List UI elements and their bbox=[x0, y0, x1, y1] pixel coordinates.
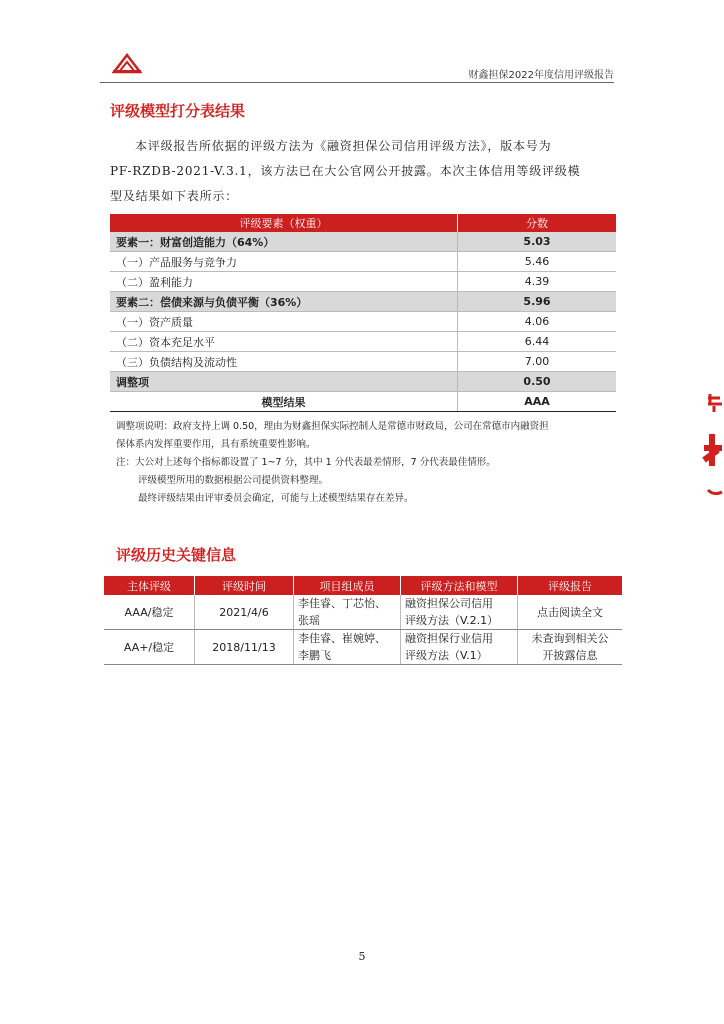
section-heading-rating-history: 评级历史关键信息 bbox=[116, 546, 237, 564]
footnote-2: 评级模型所用的数据根据公司提供资料整理。 bbox=[138, 475, 329, 486]
factor-label: （二）盈利能力 bbox=[110, 272, 458, 292]
factor-score: 5.96 bbox=[458, 292, 617, 312]
factor-score: 4.06 bbox=[458, 312, 617, 332]
adjustment-note-line-2: 保体系内发挥重要作用，具有系统重要性影响。 bbox=[116, 439, 316, 450]
table-row bbox=[104, 630, 622, 665]
table-notes bbox=[116, 418, 616, 508]
history-rating: AAA/稳定 bbox=[104, 595, 195, 630]
members-line-2: 张瑶 bbox=[298, 614, 320, 627]
members-line-1: 李佳睿、崔婉婷、 bbox=[298, 632, 386, 645]
report-line-1: 未查询到相关公 bbox=[531, 632, 609, 645]
history-report bbox=[518, 630, 623, 665]
score-table bbox=[110, 214, 616, 412]
factor-score: 6.44 bbox=[458, 332, 617, 352]
model-result-score: AAA bbox=[458, 392, 617, 412]
members-line-1: 李佳睿、丁芯怡、 bbox=[298, 597, 386, 610]
table-row bbox=[110, 292, 616, 312]
table-row bbox=[110, 312, 616, 332]
factor-label: （二）资本充足水平 bbox=[110, 332, 458, 352]
header-divider bbox=[100, 82, 614, 83]
history-method bbox=[401, 595, 518, 630]
table-row bbox=[110, 272, 616, 292]
history-rating: AA+/稳定 bbox=[104, 630, 195, 665]
factor-score: 0.50 bbox=[458, 372, 617, 392]
members-line-2: 李鹏飞 bbox=[298, 649, 331, 662]
table-row bbox=[104, 595, 622, 630]
factor-score: 5.03 bbox=[458, 232, 617, 252]
intro-line-1: 本评级报告所依据的评级方法为《融资担保公司信用评级方法》，版本号为 bbox=[135, 139, 552, 153]
factor-label: 要素二：偿债来源与负债平衡（36%） bbox=[110, 292, 458, 312]
factor-score: 4.39 bbox=[458, 272, 617, 292]
col-header-report: 评级报告 bbox=[518, 576, 623, 595]
footnote-1: 注：大公对上述每个指标都设置了 1~7 分，其中 1 分代表最差情形，7 分代表最佳情形。 bbox=[116, 457, 496, 468]
history-date: 2021/4/6 bbox=[195, 595, 294, 630]
factor-score: 7.00 bbox=[458, 352, 617, 372]
intro-paragraph bbox=[110, 134, 616, 209]
red-seal-stamp bbox=[700, 390, 724, 510]
score-table-header bbox=[110, 214, 616, 232]
history-members bbox=[294, 595, 401, 630]
report-line-2: 开披露信息 bbox=[542, 649, 598, 662]
factor-label: （一）资产质量 bbox=[110, 312, 458, 332]
col-header-score: 分数 bbox=[458, 214, 617, 232]
method-line-2: 评级方法（V.1） bbox=[405, 649, 488, 662]
footnote-3: 最终评级结果由评审委员会确定，可能与上述模型结果存在差异。 bbox=[138, 493, 414, 504]
model-result-row bbox=[110, 392, 616, 412]
factor-score: 5.46 bbox=[458, 252, 617, 272]
page-number: 5 bbox=[358, 950, 366, 963]
table-row bbox=[110, 372, 616, 392]
col-header-method: 评级方法和模型 bbox=[401, 576, 518, 595]
intro-line-3: 型及结果如下表所示： bbox=[110, 189, 239, 203]
col-header-factor: 评级要素（权重） bbox=[110, 214, 458, 232]
history-report-link[interactable] bbox=[518, 595, 623, 630]
table-row bbox=[110, 252, 616, 272]
method-line-2: 评级方法（V.2.1） bbox=[405, 614, 499, 627]
col-header-rating: 主体评级 bbox=[104, 576, 195, 595]
factor-label: 要素一：财富创造能力（64%） bbox=[110, 232, 458, 252]
report-header-title: 财鑫担保2022年度信用评级报告 bbox=[468, 70, 614, 81]
history-table-header bbox=[104, 576, 622, 595]
table-row bbox=[110, 332, 616, 352]
model-result-label: 模型结果 bbox=[110, 392, 458, 412]
col-header-members: 项目组成员 bbox=[294, 576, 401, 595]
table-row bbox=[110, 352, 616, 372]
history-date: 2018/11/13 bbox=[195, 630, 294, 665]
table-row bbox=[110, 232, 616, 252]
method-line-1: 融资担保行业信用 bbox=[405, 632, 493, 645]
factor-label: （一）产品服务与竞争力 bbox=[110, 252, 458, 272]
factor-label: （三）负债结构及流动性 bbox=[110, 352, 458, 372]
adjustment-note-line-1: 调整项说明：政府支持上调 0.50，理由为财鑫担保实际控制人是常德市财政局，公司在常德市内融资担 bbox=[116, 421, 549, 432]
report-link-text[interactable]: 点击阅读全文 bbox=[537, 605, 603, 619]
rating-history-table bbox=[104, 576, 622, 665]
method-line-1: 融资担保公司信用 bbox=[405, 597, 493, 610]
history-members bbox=[294, 630, 401, 665]
factor-label: 调整项 bbox=[110, 372, 458, 392]
section-heading-model-score: 评级模型打分表结果 bbox=[110, 102, 246, 120]
history-method bbox=[401, 630, 518, 665]
col-header-date: 评级时间 bbox=[195, 576, 294, 595]
intro-line-2: PF-RZDB-2021-V.3.1，该方法已在大公官网公开披露。本次主体信用等级评级模 bbox=[110, 164, 581, 178]
